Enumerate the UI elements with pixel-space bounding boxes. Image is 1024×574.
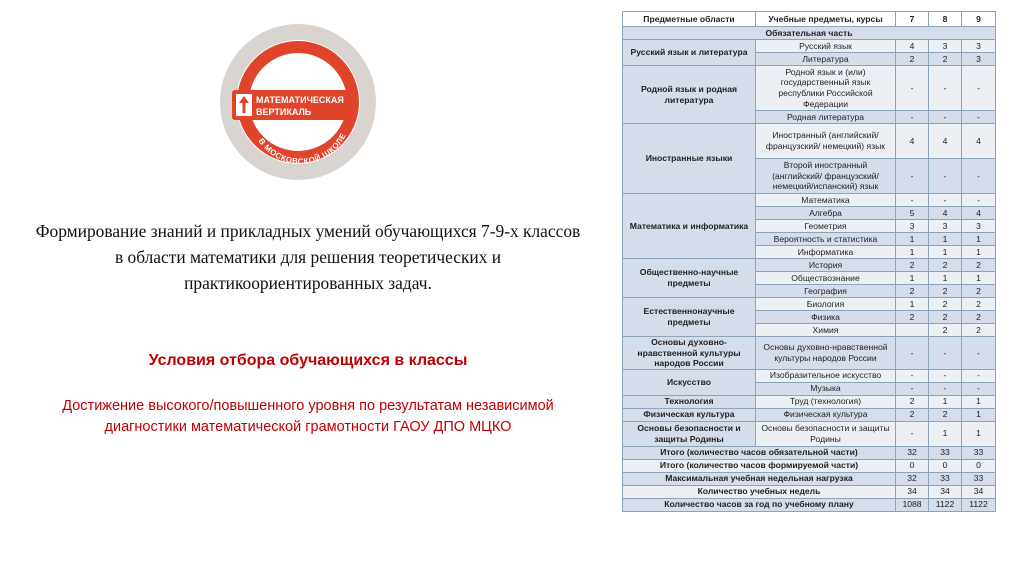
header-grade-9: 9 <box>962 12 996 27</box>
hours-grade-9-cell: - <box>962 369 996 382</box>
mandatory-band-row <box>623 27 996 40</box>
subject-cell: Вероятность и статистика <box>756 233 896 246</box>
hours-grade-7-cell: - <box>896 194 929 207</box>
subject-cell: История <box>756 259 896 272</box>
hours-grade-7-cell: - <box>896 369 929 382</box>
subject-cell: Труд (технология) <box>756 395 896 408</box>
hours-grade-9-cell: 2 <box>962 298 996 311</box>
hours-grade-9-cell: 4 <box>962 124 996 159</box>
hours-grade-7-cell: 1 <box>896 272 929 285</box>
arrow-up-icon <box>236 94 252 116</box>
table-body <box>623 27 996 512</box>
hours-grade-9-cell: 1 <box>962 421 996 446</box>
hours-grade-8-cell: - <box>929 159 962 194</box>
header-subjects: Учебные предметы, курсы <box>756 12 896 27</box>
table-row <box>623 194 996 207</box>
table-row <box>623 40 996 53</box>
hours-grade-8-cell: 2 <box>929 311 962 324</box>
logo-title-line2: ВЕРТИКАЛЬ <box>256 107 312 117</box>
totals-grade-7-cell: 32 <box>896 446 929 459</box>
hours-grade-7-cell: 2 <box>896 311 929 324</box>
totals-grade-8-cell: 1122 <box>929 498 962 511</box>
subject-cell: Иностранный (английский/французский/ немецкий) язык <box>756 124 896 159</box>
selection-conditions-title: Условия отбора обучающихся в классы <box>148 352 468 369</box>
totals-grade-7-cell: 1088 <box>896 498 929 511</box>
subject-area-cell: Русский язык и литература <box>623 40 756 66</box>
hours-grade-7-cell: 1 <box>896 233 929 246</box>
hours-grade-8-cell: 1 <box>929 395 962 408</box>
hours-grade-8-cell: - <box>929 111 962 124</box>
hours-grade-7-cell: - <box>896 382 929 395</box>
totals-label-cell: Максимальная учебная недельная нагрузка <box>623 472 896 485</box>
hours-grade-8-cell: - <box>929 337 962 370</box>
hours-grade-8-cell: - <box>929 382 962 395</box>
logo-title-line1: МАТЕМАТИЧЕСКАЯ <box>256 95 344 105</box>
subject-cell: Алгебра <box>756 207 896 220</box>
hours-grade-9-cell: 1 <box>962 246 996 259</box>
hours-grade-9-cell: 2 <box>962 259 996 272</box>
hours-grade-9-cell: 3 <box>962 40 996 53</box>
hours-grade-9-cell: 4 <box>962 207 996 220</box>
hours-grade-8-cell: 1 <box>929 272 962 285</box>
header-subject-areas: Предметные области <box>623 12 756 27</box>
subject-area-cell: Основы безопасности и защиты Родины <box>623 421 756 446</box>
hours-grade-7-cell: - <box>896 159 929 194</box>
hours-grade-8-cell: 4 <box>929 207 962 220</box>
hours-grade-8-cell: 1 <box>929 421 962 446</box>
hours-grade-9-cell: 1 <box>962 408 996 421</box>
totals-grade-8-cell: 0 <box>929 459 962 472</box>
subject-cell: Геометрия <box>756 220 896 233</box>
subject-area-cell: Основы духовно-нравственной культуры народов России <box>623 337 756 370</box>
hours-grade-8-cell: 2 <box>929 298 962 311</box>
totals-label-cell: Количество часов за год по учебному плану <box>623 498 896 511</box>
hours-grade-9-cell: 1 <box>962 395 996 408</box>
hours-grade-9-cell: - <box>962 382 996 395</box>
subject-cell: Родная литература <box>756 111 896 124</box>
subject-cell: Биология <box>756 298 896 311</box>
table-row <box>623 66 996 111</box>
hours-grade-9-cell: 2 <box>962 324 996 337</box>
totals-grade-9-cell: 34 <box>962 485 996 498</box>
subject-cell: Музыка <box>756 382 896 395</box>
hours-grade-7-cell: 2 <box>896 259 929 272</box>
subject-cell: Информатика <box>756 246 896 259</box>
selection-conditions-text: Достижение высокого/повышенного уровня по результатам независимой диагностики математической грамотности ГАОУ ДПО МЦКО <box>62 398 554 435</box>
hours-grade-9-cell: 1 <box>962 233 996 246</box>
hours-grade-8-cell: 3 <box>929 220 962 233</box>
totals-grade-7-cell: 34 <box>896 485 929 498</box>
table-row <box>623 408 996 421</box>
subject-cell: Основы безопасности и защиты Родины <box>756 421 896 446</box>
hours-grade-7-cell: 5 <box>896 207 929 220</box>
subject-area-cell: Естественнонаучные предметы <box>623 298 756 337</box>
subject-cell: Обществознание <box>756 272 896 285</box>
hours-grade-8-cell: 1 <box>929 233 962 246</box>
hours-grade-7-cell: 3 <box>896 220 929 233</box>
hours-grade-8-cell: 2 <box>929 53 962 66</box>
hours-grade-7-cell: 4 <box>896 40 929 53</box>
totals-grade-7-cell: 32 <box>896 472 929 485</box>
totals-grade-9-cell: 0 <box>962 459 996 472</box>
subject-area-cell: Математика и информатика <box>623 194 756 259</box>
header-grade-8: 8 <box>929 12 962 27</box>
hours-grade-7-cell: - <box>896 111 929 124</box>
subject-cell: Родной язык и (или) государственный язык республики Российской Федерации <box>756 66 896 111</box>
totals-grade-8-cell: 34 <box>929 485 962 498</box>
subject-cell: Физическая культура <box>756 408 896 421</box>
totals-row <box>623 459 996 472</box>
hours-grade-9-cell: 2 <box>962 311 996 324</box>
hours-grade-8-cell: 2 <box>929 285 962 298</box>
curriculum-table <box>622 11 996 512</box>
hours-grade-8-cell: 2 <box>929 259 962 272</box>
hours-grade-8-cell: - <box>929 66 962 111</box>
hours-grade-7-cell: 1 <box>896 298 929 311</box>
hours-grade-8-cell: - <box>929 369 962 382</box>
hours-grade-9-cell: 3 <box>962 53 996 66</box>
hours-grade-8-cell: 3 <box>929 40 962 53</box>
subject-area-cell: Физическая культура <box>623 408 756 421</box>
program-description: Формирование знаний и прикладных умений обучающихся 7-9-х классов в области математики для решения теоретических и практикоориентированных задач. <box>35 221 581 293</box>
table-row <box>623 337 996 370</box>
hours-grade-7-cell: - <box>896 337 929 370</box>
totals-label-cell: Количество учебных недель <box>623 485 896 498</box>
totals-row <box>623 498 996 511</box>
totals-row <box>623 485 996 498</box>
hours-grade-9-cell: 3 <box>962 220 996 233</box>
subject-cell: Основы духовно-нравственной культуры народов России <box>756 337 896 370</box>
hours-grade-9-cell: - <box>962 194 996 207</box>
totals-grade-7-cell: 0 <box>896 459 929 472</box>
hours-grade-7-cell <box>896 324 929 337</box>
hours-grade-9-cell: - <box>962 159 996 194</box>
totals-grade-8-cell: 33 <box>929 446 962 459</box>
table-row <box>623 395 996 408</box>
totals-label-cell: Итого (количество часов обязательной части) <box>623 446 896 459</box>
table-row <box>623 124 996 159</box>
hours-grade-7-cell: 4 <box>896 124 929 159</box>
totals-grade-9-cell: 1122 <box>962 498 996 511</box>
table-row <box>623 421 996 446</box>
hours-grade-9-cell: - <box>962 66 996 111</box>
table-row <box>623 259 996 272</box>
hours-grade-9-cell: - <box>962 111 996 124</box>
totals-label-cell: Итого (количество часов формируемой части) <box>623 459 896 472</box>
subject-area-cell: Искусство <box>623 369 756 395</box>
hours-grade-8-cell: 1 <box>929 246 962 259</box>
mandatory-part-label: Обязательная часть <box>623 27 996 40</box>
totals-grade-9-cell: 33 <box>962 472 996 485</box>
subject-cell: Математика <box>756 194 896 207</box>
subject-cell: Химия <box>756 324 896 337</box>
hours-grade-8-cell: 4 <box>929 124 962 159</box>
hours-grade-7-cell: 2 <box>896 53 929 66</box>
hours-grade-9-cell: 2 <box>962 285 996 298</box>
table-row <box>623 369 996 382</box>
hours-grade-7-cell: 1 <box>896 246 929 259</box>
hours-grade-8-cell: 2 <box>929 408 962 421</box>
subject-area-cell: Иностранные языки <box>623 124 756 194</box>
table-row <box>623 298 996 311</box>
header-grade-7: 7 <box>896 12 929 27</box>
hours-grade-9-cell: 1 <box>962 272 996 285</box>
hours-grade-8-cell: - <box>929 194 962 207</box>
hours-grade-9-cell: - <box>962 337 996 370</box>
subject-area-cell: Общественно-научные предметы <box>623 259 756 298</box>
subject-cell: Физика <box>756 311 896 324</box>
table-header-row <box>623 12 996 27</box>
mathematical-vertical-logo <box>218 22 378 182</box>
subject-area-cell: Технология <box>623 395 756 408</box>
subject-cell: Второй иностранный (английский/ французский/ немецкий/испанский) язык <box>756 159 896 194</box>
hours-grade-7-cell: - <box>896 421 929 446</box>
hours-grade-8-cell: 2 <box>929 324 962 337</box>
hours-grade-7-cell: 2 <box>896 285 929 298</box>
subject-cell: География <box>756 285 896 298</box>
hours-grade-7-cell: 2 <box>896 408 929 421</box>
subject-cell: Изобразительное искусство <box>756 369 896 382</box>
totals-grade-8-cell: 33 <box>929 472 962 485</box>
subject-area-cell: Родной язык и родная литература <box>623 66 756 124</box>
totals-grade-9-cell: 33 <box>962 446 996 459</box>
subject-cell: Русский язык <box>756 40 896 53</box>
totals-row <box>623 446 996 459</box>
hours-grade-7-cell: 2 <box>896 395 929 408</box>
totals-row <box>623 472 996 485</box>
logo-ring-text: В МОСКОВСКОЙ ШКОЛЕ <box>256 131 348 166</box>
subject-cell: Литература <box>756 53 896 66</box>
hours-grade-7-cell: - <box>896 66 929 111</box>
